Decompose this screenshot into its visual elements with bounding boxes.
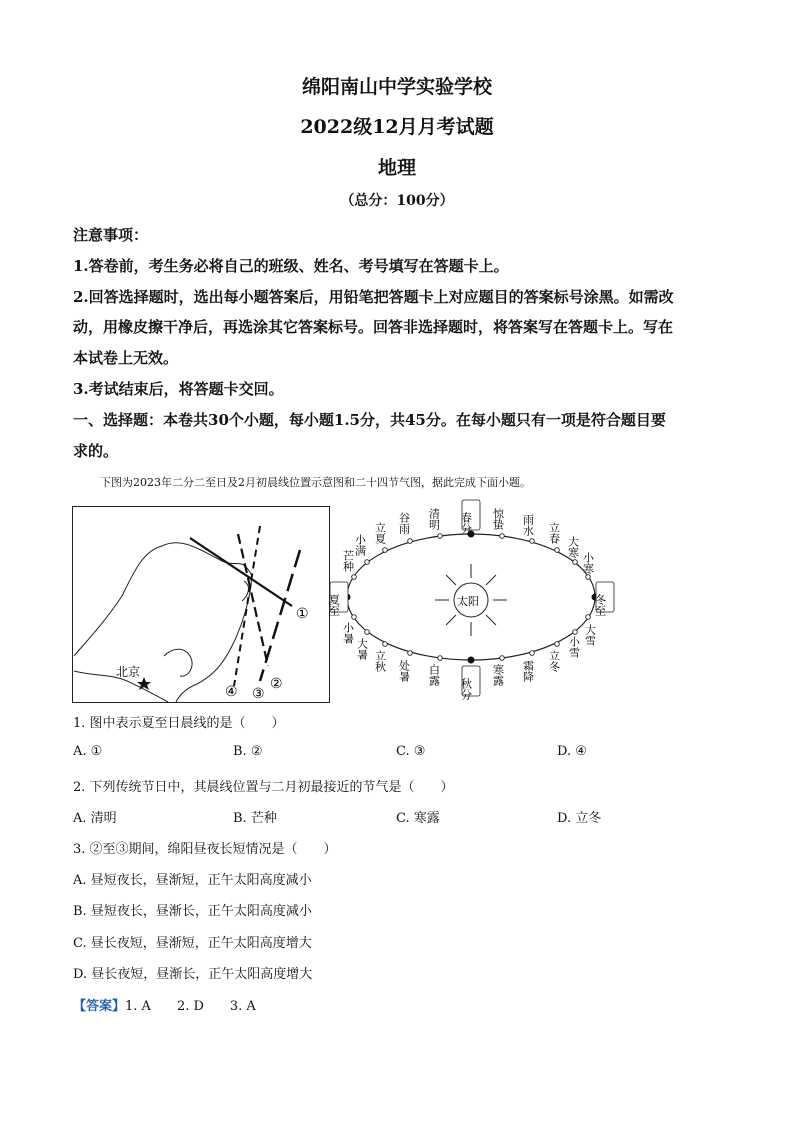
sun-label: 太阳 <box>457 595 479 608</box>
term-xiaoman: 小满 <box>353 534 367 556</box>
term-lixia: 立夏 <box>373 522 387 544</box>
term-chushu: 处暑 <box>397 660 411 682</box>
q2-option-b: B. 芒种 <box>233 811 277 826</box>
exam-title: 2022级12月月考试题 <box>300 116 494 138</box>
label-autumn: 秋分 <box>459 678 473 700</box>
solar-terms-diagram <box>327 500 620 710</box>
notice-heading: 注意事项： <box>73 226 149 244</box>
notice-item-2-line-2: 动，用橡皮擦干净后，再选涂其它答案标号。回答非选择题时，将答案写在答题卡上。写在 <box>73 318 674 336</box>
term-lichun: 立春 <box>547 522 561 544</box>
term-daxue: 大雪 <box>583 624 597 646</box>
term-jingzhe: 惊蛰 <box>491 508 505 530</box>
q3-option-a: A. 昼短夜长，昼渐短，正午太阳高度减小 <box>73 873 312 888</box>
term-yushui: 雨水 <box>521 514 535 536</box>
term-dashu: 大暑 <box>355 638 369 660</box>
question-2-stem: 2. 下列传统节日中，其晨线位置与二月初最接近的节气是（ ） <box>73 780 454 795</box>
q2-option-a: A. 清明 <box>73 811 117 826</box>
term-hanlu: 寒露 <box>491 664 505 686</box>
section-heading-line-1: 一、选择题：本卷共30个小题，每小题1.5分，共45分。在每小题只有一项是符合题目要 <box>73 411 666 429</box>
question-3-stem: 3. ②至③期间，绵阳昼夜长短情况是（ ） <box>73 842 337 857</box>
school-name: 绵阳南山中学实验学校 <box>301 76 492 98</box>
marker-2: ② <box>270 676 283 692</box>
city-label: 北京 <box>116 665 141 679</box>
term-xiaohan: 小寒 <box>581 552 595 574</box>
term-mangzhong: 芒种 <box>341 550 355 572</box>
term-xiaoshu: 小暑 <box>341 622 355 644</box>
question-1-stem: 1. 图中表示夏至日晨线的是（ ） <box>73 716 285 731</box>
figure-intro: 下图为2023年二分二至日及2月初晨线位置示意图和二十四节气图，据此完成下面小题。 <box>100 476 531 489</box>
label-summer: 夏至 <box>327 594 341 616</box>
term-shuangjiang: 霜降 <box>521 660 535 682</box>
term-qingming: 清明 <box>427 508 441 530</box>
marker-1: ① <box>296 606 309 622</box>
q3-option-b: B. 昼短夜长，昼渐长，正午太阳高度减小 <box>73 904 312 919</box>
subject-title: 地理 <box>377 157 416 179</box>
term-bailu: 白露 <box>427 664 441 686</box>
notice-item-3: 3.考试结束后，将答题卡交回。 <box>73 380 284 398</box>
q1-option-d: D. ④ <box>557 744 587 759</box>
q1-option-c: C. ③ <box>396 744 426 759</box>
term-xiaoxue: 小雪 <box>567 636 581 658</box>
dot-autumn <box>468 657 475 664</box>
marker-3: ③ <box>252 686 265 702</box>
term-lidong: 立冬 <box>547 650 561 672</box>
term-dahan: 大寒 <box>566 536 580 558</box>
notice-item-2-line-1: 2.回答选择题时，选出每小题答案后，用铅笔把答题卡上对应题目的答案标号涂黑。如需改 <box>73 288 674 306</box>
term-liqiu: 立秋 <box>373 650 387 672</box>
notice-item-2-line-3: 本试卷上无效。 <box>73 349 179 367</box>
label-winter: 冬至 <box>593 594 607 616</box>
q2-option-d: D. 立冬 <box>557 811 602 826</box>
answer-line <box>73 995 256 1014</box>
section-heading-line-2: 求的。 <box>73 442 119 460</box>
term-guyu: 谷雨 <box>397 512 411 534</box>
q3-option-c: C. 昼长夜短，昼渐短，正午太阳高度增大 <box>73 936 312 951</box>
answer-values: 1. A 2. D 3. A <box>125 999 256 1014</box>
q1-option-a: A. ① <box>73 744 103 759</box>
notice-item-1: 1.答卷前，考生务必将自己的班级、姓名、考号填写在答题卡上。 <box>73 257 509 275</box>
answer-label: 【答案】 <box>73 999 126 1014</box>
q3-option-d: D. 昼长夜短，昼渐长，正午太阳高度增大 <box>73 967 313 982</box>
marker-4: ④ <box>225 684 238 700</box>
q2-option-c: C. 寒露 <box>396 811 440 826</box>
total-score: （总分：100分） <box>340 193 454 209</box>
label-spring: 春分 <box>459 512 473 534</box>
q1-option-b: B. ② <box>233 744 263 759</box>
terminator-map <box>72 506 330 703</box>
